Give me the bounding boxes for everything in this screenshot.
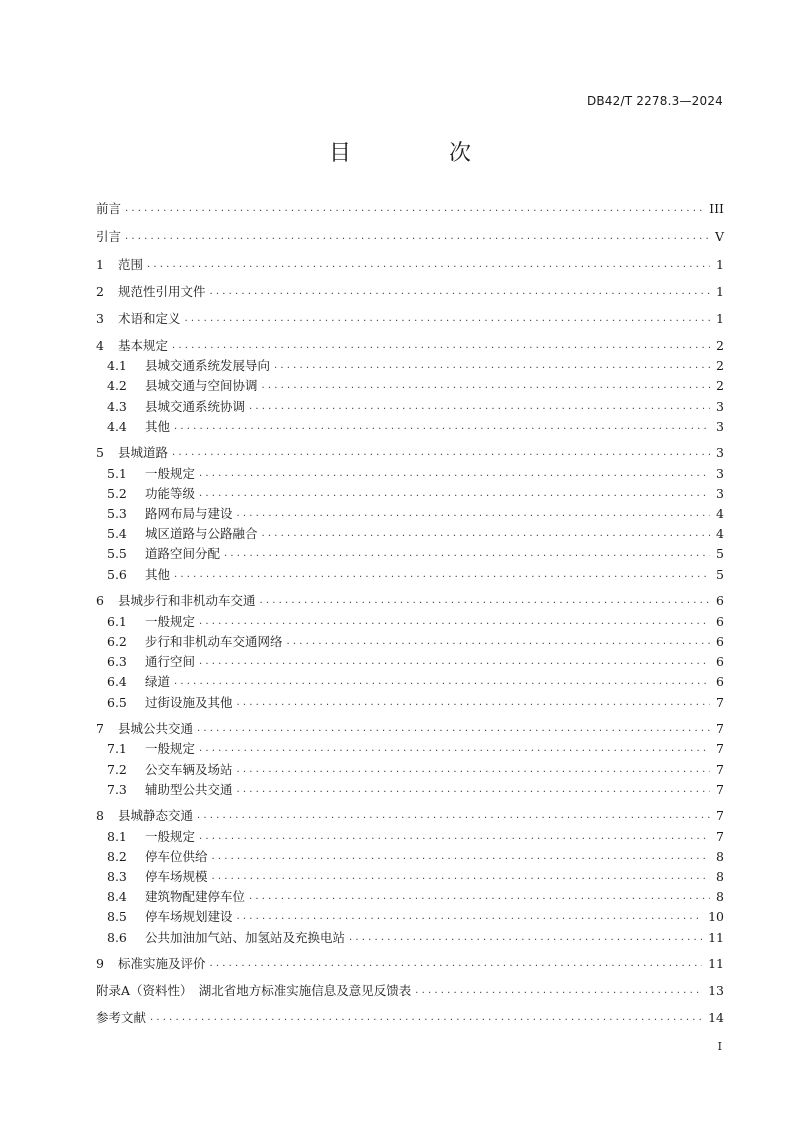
toc-entry-page: 3 <box>716 398 724 414</box>
toc-entry-page: 8 <box>716 848 724 864</box>
toc-entry-title: 停车位供给 <box>145 849 208 864</box>
toc-leader-dots <box>197 723 710 734</box>
toc-entry[interactable] <box>96 826 724 846</box>
toc-leader-dots <box>199 656 710 667</box>
toc-entry[interactable] <box>96 805 724 825</box>
toc-entry[interactable] <box>96 631 724 651</box>
toc-leader-dots <box>349 932 702 943</box>
toc-entry-number: 9 <box>96 955 104 971</box>
toc-leader-dots <box>210 958 703 969</box>
toc-entry-title: 城区道路与公路融合 <box>145 526 258 541</box>
toc-entry-number: 4.3 <box>107 398 127 414</box>
toc-entry-number: 8.6 <box>107 929 127 945</box>
toc-leader-dots <box>274 360 710 371</box>
toc-entry[interactable] <box>96 375 724 395</box>
page-number: I <box>717 1040 722 1053</box>
toc-entry-page: V <box>714 228 724 244</box>
toc-entry-title: 县城道路 <box>118 445 169 460</box>
toc-leader-dots <box>249 401 710 412</box>
toc-entry-number: 3 <box>96 310 104 326</box>
toc-entry-page: 6 <box>716 653 724 669</box>
toc-entry-title: 其他 <box>145 567 171 582</box>
toc-entry-number: 6.3 <box>107 653 127 669</box>
toc-leader-dots <box>199 743 710 754</box>
toc-entry-title: 过街设施及其他 <box>145 695 233 710</box>
toc-entry-number: 4 <box>96 337 104 353</box>
toc-entry-title: 规范性引用文件 <box>118 284 206 299</box>
toc-entry-page: 13 <box>708 982 724 998</box>
toc-entry-page: 3 <box>716 465 724 481</box>
toc-leader-dots <box>147 259 710 270</box>
toc-entry-title: 参考文献 <box>96 1010 147 1025</box>
toc-entry-title: 建筑物配建停车位 <box>145 889 246 904</box>
document-code: DB42/T 2278.3—2024 <box>586 94 723 108</box>
toc-entry-page: 6 <box>716 592 724 608</box>
toc-leader-dots <box>125 231 709 242</box>
toc-entry-title: 公交车辆及场站 <box>145 762 233 777</box>
toc-entry-page: 7 <box>716 828 724 844</box>
toc-leader-dots <box>224 548 710 559</box>
toc-entry[interactable] <box>96 846 724 866</box>
toc-entry[interactable] <box>96 980 724 1000</box>
toc-leader-dots <box>212 851 710 862</box>
toc-entry[interactable] <box>96 692 724 712</box>
toc-entry-page: 2 <box>716 337 724 353</box>
toc-entry[interactable] <box>96 906 724 926</box>
toc-entry-number: 6.4 <box>107 673 127 689</box>
toc-leader-dots <box>125 203 703 214</box>
toc-entry-title: 一般规定 <box>145 466 196 481</box>
toc-leader-dots <box>237 508 710 519</box>
toc-entry-number: 5.6 <box>107 566 127 582</box>
toc-entry-number: 4.2 <box>107 377 127 393</box>
toc-leader-dots <box>174 569 710 580</box>
toc-entry-title: 辅助型公共交通 <box>145 782 233 797</box>
toc-entry-title: 附录A（资料性） 湖北省地方标准实施信息及意见反馈表 <box>96 983 412 998</box>
toc-entry-number: 8.2 <box>107 848 127 864</box>
toc-entry-number: 8 <box>96 807 104 823</box>
toc-entry-title: 县城公共交通 <box>118 721 194 736</box>
toc-entry[interactable] <box>96 953 724 973</box>
toc-entry-page: 1 <box>716 283 724 299</box>
toc-entry-title: 功能等级 <box>145 486 196 501</box>
toc-entry-number: 1 <box>96 256 104 272</box>
toc-entry-number: 4.4 <box>107 418 127 434</box>
toc-entry-number: 7.2 <box>107 761 127 777</box>
toc-entry-title: 县城静态交通 <box>118 808 194 823</box>
toc-entry-title: 一般规定 <box>145 741 196 756</box>
toc-entry-title: 道路空间分配 <box>145 546 221 561</box>
toc-entry-page: 7 <box>716 761 724 777</box>
toc-entry-title: 范围 <box>118 257 144 272</box>
toc-entry-title: 术语和定义 <box>118 311 181 326</box>
toc-entry[interactable] <box>96 281 724 301</box>
toc-entry-number: 8.1 <box>107 828 127 844</box>
toc-entry-number: 8.4 <box>107 888 127 904</box>
toc-leader-dots <box>237 784 710 795</box>
toc-entry[interactable] <box>96 355 724 375</box>
toc-entry[interactable] <box>96 564 724 584</box>
toc-leader-dots <box>185 313 710 324</box>
toc-entry-title: 路网布局与建设 <box>145 506 233 521</box>
toc-entry-page: 4 <box>716 525 724 541</box>
toc-entry-page: 14 <box>708 1009 724 1025</box>
toc-entry-number: 5.2 <box>107 485 127 501</box>
toc-entry-number: 7.1 <box>107 740 127 756</box>
toc-entry[interactable] <box>96 590 724 610</box>
toc-entry-page: 3 <box>716 485 724 501</box>
toc-entry-page: III <box>709 200 724 216</box>
toc-leader-dots <box>237 697 710 708</box>
toc-entry-page: 6 <box>716 613 724 629</box>
toc-leader-dots <box>249 891 710 902</box>
toc-leader-dots <box>172 340 710 351</box>
toc-entry[interactable] <box>96 396 724 416</box>
toc-leader-dots <box>262 528 710 539</box>
toc-entry-page: 2 <box>716 357 724 373</box>
toc-entry-title: 基本规定 <box>118 338 169 353</box>
toc-entry[interactable] <box>96 483 724 503</box>
toc-entry[interactable] <box>96 759 724 779</box>
page-title <box>0 136 800 167</box>
toc-entry-number: 5.4 <box>107 525 127 541</box>
toc-entry-title: 前言 <box>96 201 122 216</box>
toc-entry-number: 5 <box>96 444 104 460</box>
toc-leader-dots <box>199 616 710 627</box>
toc-entry-page: 11 <box>708 955 724 971</box>
toc-entry-page: 8 <box>716 868 724 884</box>
toc-entry-number: 8.5 <box>107 908 127 924</box>
toc-entry[interactable] <box>96 718 724 738</box>
toc-entry-title: 步行和非机动车交通网络 <box>145 634 283 649</box>
toc-entry[interactable] <box>96 198 724 218</box>
toc-entry-page: 2 <box>716 377 724 393</box>
toc-entry-page: 1 <box>716 256 724 272</box>
toc-entry-page: 1 <box>716 310 724 326</box>
toc-entry-number: 8.3 <box>107 868 127 884</box>
toc-leader-dots <box>415 985 702 996</box>
toc-entry[interactable] <box>96 308 724 328</box>
toc-entry-number: 5.5 <box>107 545 127 561</box>
toc-entry-page: 4 <box>716 505 724 521</box>
toc-leader-dots <box>174 421 710 432</box>
toc-entry[interactable] <box>96 927 724 947</box>
toc-entry[interactable] <box>96 523 724 543</box>
toc-entry-page: 7 <box>716 781 724 797</box>
toc-entry-number: 7.3 <box>107 781 127 797</box>
toc-entry-title: 标准实施及评价 <box>118 956 206 971</box>
toc-entry-number: 6 <box>96 592 104 608</box>
toc-entry-number: 6.5 <box>107 694 127 710</box>
toc-entry-page: 6 <box>716 673 724 689</box>
toc-entry[interactable] <box>96 543 724 563</box>
toc-entry-page: 7 <box>716 694 724 710</box>
toc-entry-number: 5.3 <box>107 505 127 521</box>
toc-entry-page: 3 <box>716 418 724 434</box>
toc-entry[interactable] <box>96 442 724 462</box>
toc-entry[interactable] <box>96 416 724 436</box>
toc-entry-title: 一般规定 <box>145 829 196 844</box>
toc-entry-page: 7 <box>716 740 724 756</box>
toc-entry[interactable] <box>96 651 724 671</box>
toc-entry-page: 5 <box>716 566 724 582</box>
toc-entry-number: 7 <box>96 720 104 736</box>
toc-leader-dots <box>210 286 710 297</box>
toc-leader-dots <box>197 810 710 821</box>
toc-entry[interactable] <box>96 254 724 274</box>
toc-entry-title: 一般规定 <box>145 614 196 629</box>
toc-entry[interactable] <box>96 671 724 691</box>
toc-entry-title: 县城步行和非机动车交通 <box>118 593 256 608</box>
toc-entry-number: 6.1 <box>107 613 127 629</box>
toc-entry-number: 2 <box>96 283 104 299</box>
toc-entry[interactable] <box>96 503 724 523</box>
toc-leader-dots <box>262 380 710 391</box>
toc-entry-title: 通行空间 <box>145 654 196 669</box>
toc-leader-dots <box>199 488 710 499</box>
toc-entry-title: 引言 <box>96 229 122 244</box>
toc-leader-dots <box>199 468 710 479</box>
toc-entry-number: 6.2 <box>107 633 127 649</box>
toc-entry-title: 公共加油加气站、加氢站及充换电站 <box>145 930 346 945</box>
toc-entry-title: 县城交通与空间协调 <box>145 378 258 393</box>
toc-leader-dots <box>287 636 710 647</box>
toc-leader-dots <box>172 447 710 458</box>
toc-entry-page: 7 <box>716 720 724 736</box>
toc-entry-number: 4.1 <box>107 357 127 373</box>
toc-entry[interactable] <box>96 226 724 246</box>
toc-entry[interactable] <box>96 1007 724 1027</box>
toc-entry[interactable] <box>96 886 724 906</box>
toc-entry[interactable] <box>96 463 724 483</box>
toc-entry-title: 其他 <box>145 419 171 434</box>
toc-entry[interactable] <box>96 335 724 355</box>
toc-entry-page: 3 <box>716 444 724 460</box>
toc-entry[interactable] <box>96 738 724 758</box>
toc-entry-page: 10 <box>708 908 724 924</box>
toc-entry-title: 绿道 <box>145 674 171 689</box>
toc-entry-title: 停车场规模 <box>145 869 208 884</box>
toc-leader-dots <box>212 871 710 882</box>
toc-entry-title: 县城交通系统协调 <box>145 399 246 414</box>
toc-leader-dots <box>237 764 710 775</box>
toc-entry-number: 5.1 <box>107 465 127 481</box>
toc-leader-dots <box>260 595 710 606</box>
toc-leader-dots <box>174 676 710 687</box>
toc-leader-dots <box>150 1012 702 1023</box>
toc-entry-page: 6 <box>716 633 724 649</box>
toc-entry-title: 停车场规划建设 <box>145 909 233 924</box>
toc-entry[interactable] <box>96 866 724 886</box>
toc-entry-page: 11 <box>708 929 724 945</box>
toc-entry-page: 8 <box>716 888 724 904</box>
toc-leader-dots <box>237 911 703 922</box>
toc-entry[interactable] <box>96 611 724 631</box>
toc-entry-title: 县城交通系统发展导向 <box>145 358 271 373</box>
toc-entry[interactable] <box>96 779 724 799</box>
toc-entry-page: 7 <box>716 807 724 823</box>
toc-leader-dots <box>199 831 710 842</box>
page-title-text: 目 次 <box>328 141 509 166</box>
toc-entry-page: 5 <box>716 545 724 561</box>
